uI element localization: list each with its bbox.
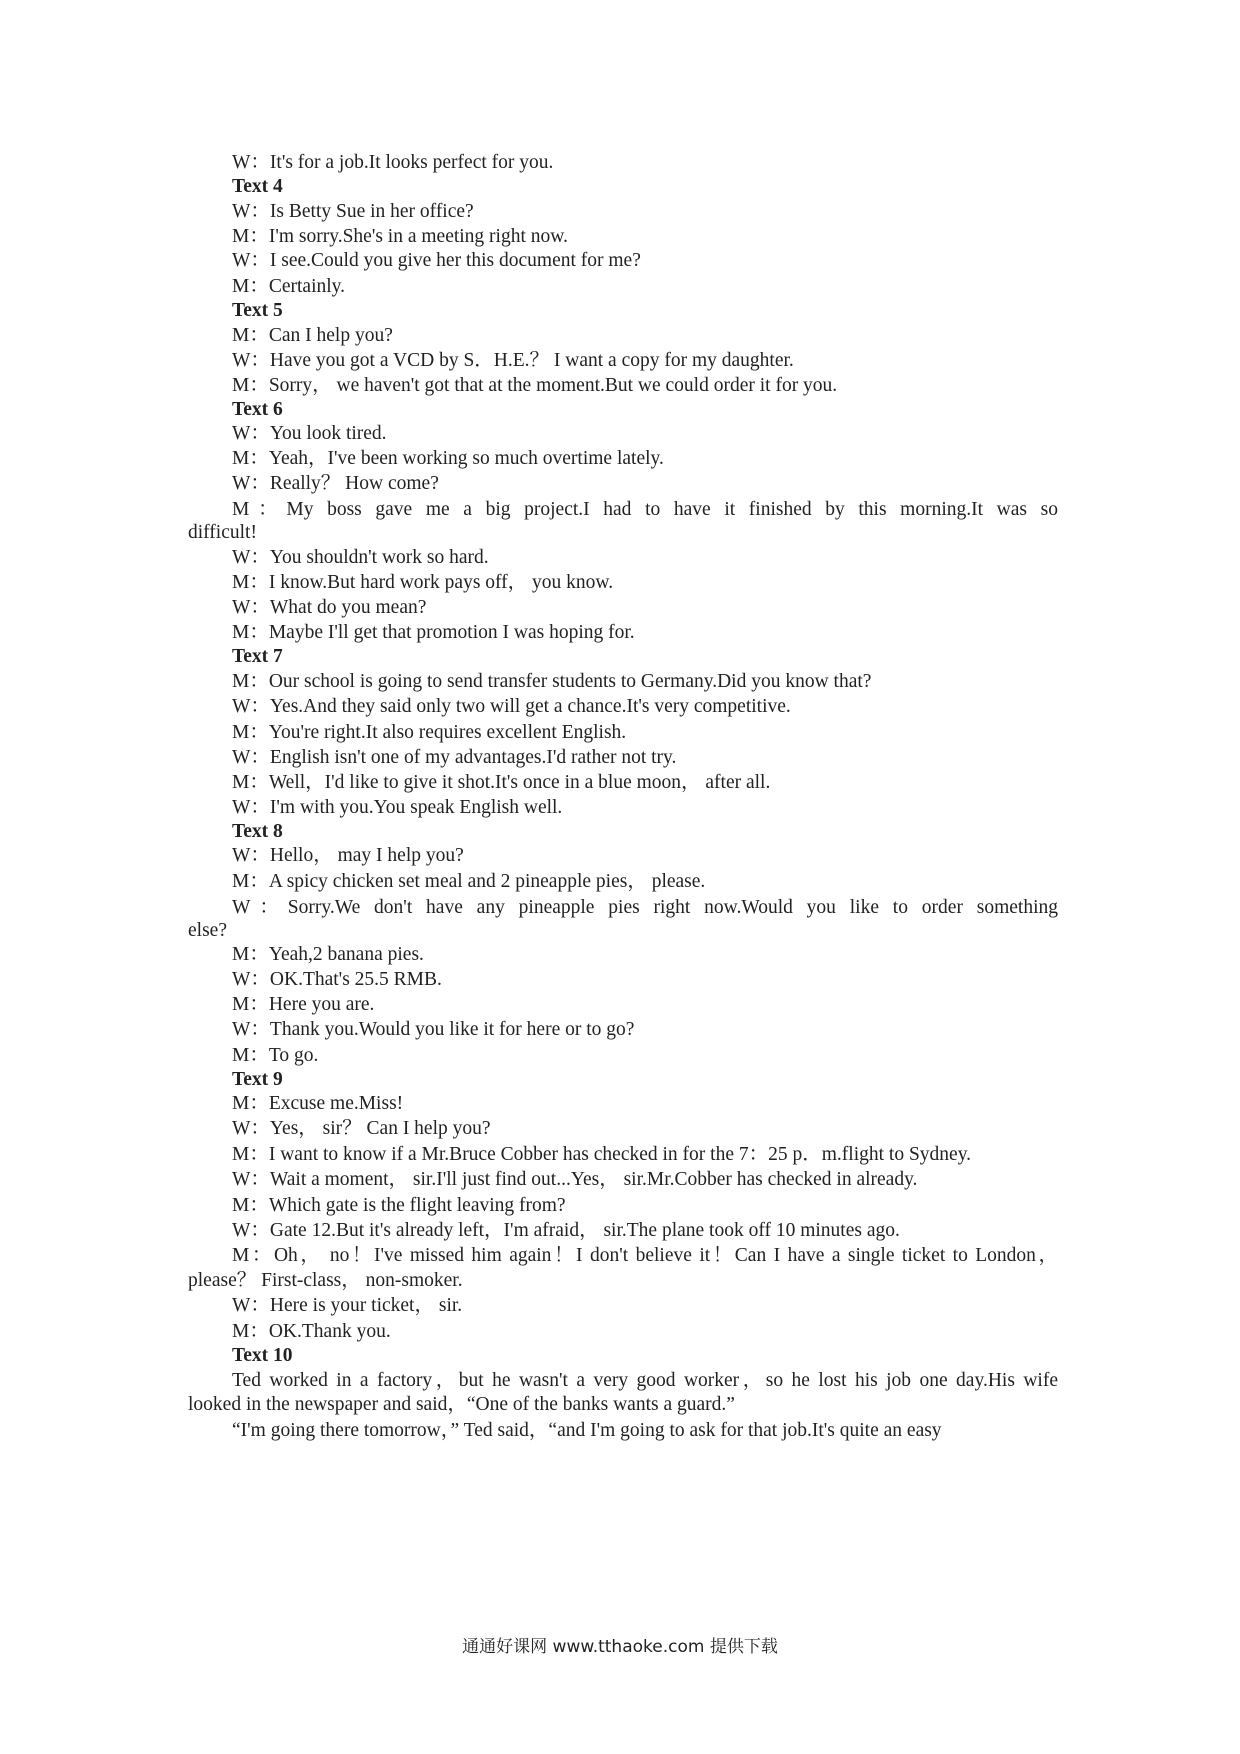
text-line: W：It's for a job.It looks perfect for you.: [232, 152, 554, 173]
text-line: M：I'm sorry.She's in a meeting right now.: [232, 226, 568, 247]
section-heading: Text 9: [232, 1069, 283, 1090]
text-line: M：Here you are.: [232, 994, 375, 1015]
section-heading: Text 4: [232, 176, 283, 197]
text-line: M：Sorry， we haven't got that at the moment.But we could order it for you.: [232, 375, 838, 396]
text-line: W：Is Betty Sue in her office?: [232, 201, 474, 222]
text-line: M：Certainly.: [232, 276, 346, 297]
section-heading: Text 10: [232, 1345, 293, 1366]
section-heading: Text 5: [232, 300, 283, 321]
text-line: M：Can I help you?: [232, 325, 393, 346]
text-line: W：I see.Could you give her this document for me?: [232, 250, 641, 271]
text-line: W：Gate 12.But it's already left，I'm afraid， sir.The plane took off 10 minutes ago.: [232, 1220, 900, 1241]
text-line: M：OK.Thank you.: [232, 1321, 391, 1342]
text-line: Ted worked in a factory，but he wasn't a very good worker，so he lost his job one day.His wife: [232, 1370, 1058, 1391]
text-line: M：I want to know if a Mr.Bruce Cobber has checked in for the 7：25 p．m.flight to Sydney.: [232, 1144, 972, 1165]
text-line: W：You look tired.: [232, 423, 387, 444]
text-line: M：Well，I'd like to give it shot.It's once in a blue moon， after all.: [232, 772, 771, 793]
text-line: M：Our school is going to send transfer students to Germany.Did you know that?: [232, 671, 872, 692]
text-line: W：Hello， may I help you?: [232, 845, 464, 866]
text-line: W：What do you mean?: [232, 597, 427, 618]
text-line: M：To go.: [232, 1045, 319, 1066]
section-heading: Text 6: [232, 399, 283, 420]
text-line: W：Wait a moment， sir.I'll just find out...Yes， sir.Mr.Cobber has checked in already.: [232, 1169, 918, 1190]
text-line: M：Oh， no！I've missed him again！I don't believe it！Can I have a single ticket to London，: [232, 1245, 1058, 1266]
text-line: else?: [188, 920, 227, 941]
section-heading: Text 7: [232, 646, 283, 667]
text-line: looked in the newspaper and said，“One of the banks wants a guard.”: [188, 1394, 735, 1415]
text-line: W：You shouldn't work so hard.: [232, 547, 489, 568]
text-line: W：English isn't one of my advantages.I'd rather not try.: [232, 747, 677, 768]
text-line: M：I know.But hard work pays off， you know.: [232, 572, 614, 593]
page-footer: 通通好课网 www.tthaoke.com 提供下载: [462, 1637, 778, 1657]
text-line: difficult!: [188, 522, 257, 543]
text-line: M：A spicy chicken set meal and 2 pineapple pies， please.: [232, 871, 706, 892]
text-line: W：Yes.And they said only two will get a chance.It's very competitive.: [232, 696, 791, 717]
text-line: W：OK.That's 25.5 RMB.: [232, 969, 442, 990]
text-line: W：Sorry.We don't have any pineapple pies right now.Would you like to order something: [232, 897, 1058, 918]
text-line: W：Really？ How come?: [232, 473, 439, 494]
text-line: W：Yes， sir？ Can I help you?: [232, 1118, 491, 1139]
text-line: “I'm going there tomorrow，” Ted said，“and I'm going to ask for that job.It's quite an easy: [232, 1420, 942, 1441]
text-line: W：Thank you.Would you like it for here or to go?: [232, 1019, 635, 1040]
text-line: M：Yeah,2 banana pies.: [232, 944, 424, 965]
text-line: W：Here is your ticket， sir.: [232, 1295, 463, 1316]
text-line: M：You're right.It also requires excellent English.: [232, 722, 627, 743]
text-line: M：Excuse me.Miss!: [232, 1093, 404, 1114]
text-line: M：My boss gave me a big project.I had to have it finished by this morning.It was so: [232, 499, 1058, 520]
text-line: W：Have you got a VCD by S．H.E.？ I want a copy for my daughter.: [232, 350, 794, 371]
text-line: M：Yeah，I've been working so much overtime lately.: [232, 448, 664, 469]
text-line: W：I'm with you.You speak English well.: [232, 797, 563, 818]
text-line: M：Maybe I'll get that promotion I was hoping for.: [232, 622, 635, 643]
text-line: M：Which gate is the flight leaving from?: [232, 1195, 566, 1216]
text-line: please？ First-class， non-smoker.: [188, 1270, 463, 1291]
section-heading: Text 8: [232, 821, 283, 842]
